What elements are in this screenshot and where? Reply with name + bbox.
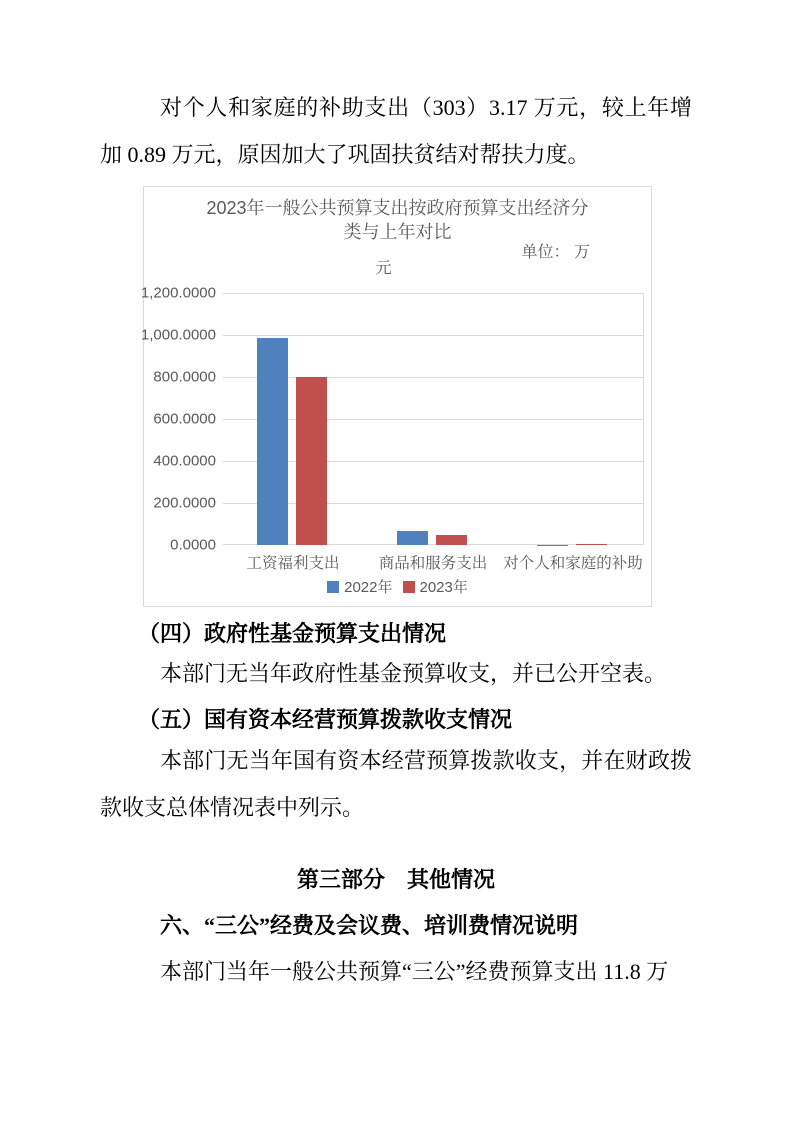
heading-section4: （四）政府性基金预算支出情况 bbox=[138, 621, 447, 646]
budget-comparison-chart bbox=[140, 186, 652, 607]
heading-section6: 六、“三公”经费及会议费、培训费情况说明 bbox=[160, 913, 579, 938]
bar-2023年-商品和服务支出 bbox=[436, 535, 467, 545]
y-tick-label: 1,200.0000 bbox=[140, 284, 216, 302]
legend-item bbox=[327, 576, 392, 597]
y-tick-label: 600.0000 bbox=[153, 410, 216, 428]
heading-section5: （五）国有资本经营预算拨款收支情况 bbox=[138, 707, 513, 732]
legend-swatch-icon bbox=[327, 581, 339, 593]
y-tick-label: 1,000.0000 bbox=[140, 326, 216, 344]
gridline bbox=[223, 335, 643, 336]
chart-unit-label-cont: 元 bbox=[375, 260, 392, 277]
bar-2022年-商品和服务支出 bbox=[397, 531, 428, 545]
y-tick-label: 200.0000 bbox=[153, 494, 216, 512]
para-section6: 本部门当年一般公共预算“三公”经费预算支出 11.8 万 bbox=[160, 959, 669, 984]
legend-label: 2022年 bbox=[344, 579, 393, 596]
para-section4: 本部门无当年政府性基金预算收支，并已公开空表。 bbox=[160, 661, 667, 686]
y-tick-label: 800.0000 bbox=[153, 368, 216, 386]
y-tick-label: 0.0000 bbox=[170, 536, 216, 554]
bar-2022年-工资福利支出 bbox=[257, 338, 288, 545]
category-label: 对个人和家庭的补助 bbox=[503, 555, 643, 572]
bar-2023年-对个人和家庭的补助 bbox=[576, 544, 607, 545]
legend-item bbox=[403, 576, 468, 597]
plot-area bbox=[223, 293, 644, 545]
chart-title: 2023年一般公共预算支出按政府预算支出经济分类与上年对比 bbox=[206, 198, 589, 242]
bar-2023年-工资福利支出 bbox=[296, 377, 327, 545]
para-subsidy: 对个人和家庭的补助支出（303）3.17 万元，较上年增加 0.89 万元，原因加大了巩固扶贫结对帮扶力度。 bbox=[100, 95, 692, 167]
x-axis bbox=[223, 551, 643, 573]
y-axis bbox=[140, 284, 216, 554]
chart-unit-label: 单位： 万 bbox=[521, 244, 590, 261]
legend-swatch-icon bbox=[403, 581, 415, 593]
category-label: 商品和服务支出 bbox=[378, 555, 488, 572]
part3-heading: 第三部分 其他情况 bbox=[296, 867, 495, 892]
category-label: 工资福利支出 bbox=[246, 555, 340, 572]
chart-legend bbox=[144, 576, 651, 597]
y-tick-label: 400.0000 bbox=[153, 452, 216, 470]
legend-label: 2023年 bbox=[419, 579, 468, 596]
gridline bbox=[223, 293, 643, 294]
para-section5: 本部门无当年国有资本经营预算拨款收支，并在财政拨款收支总体情况表中列示。 bbox=[100, 748, 692, 820]
